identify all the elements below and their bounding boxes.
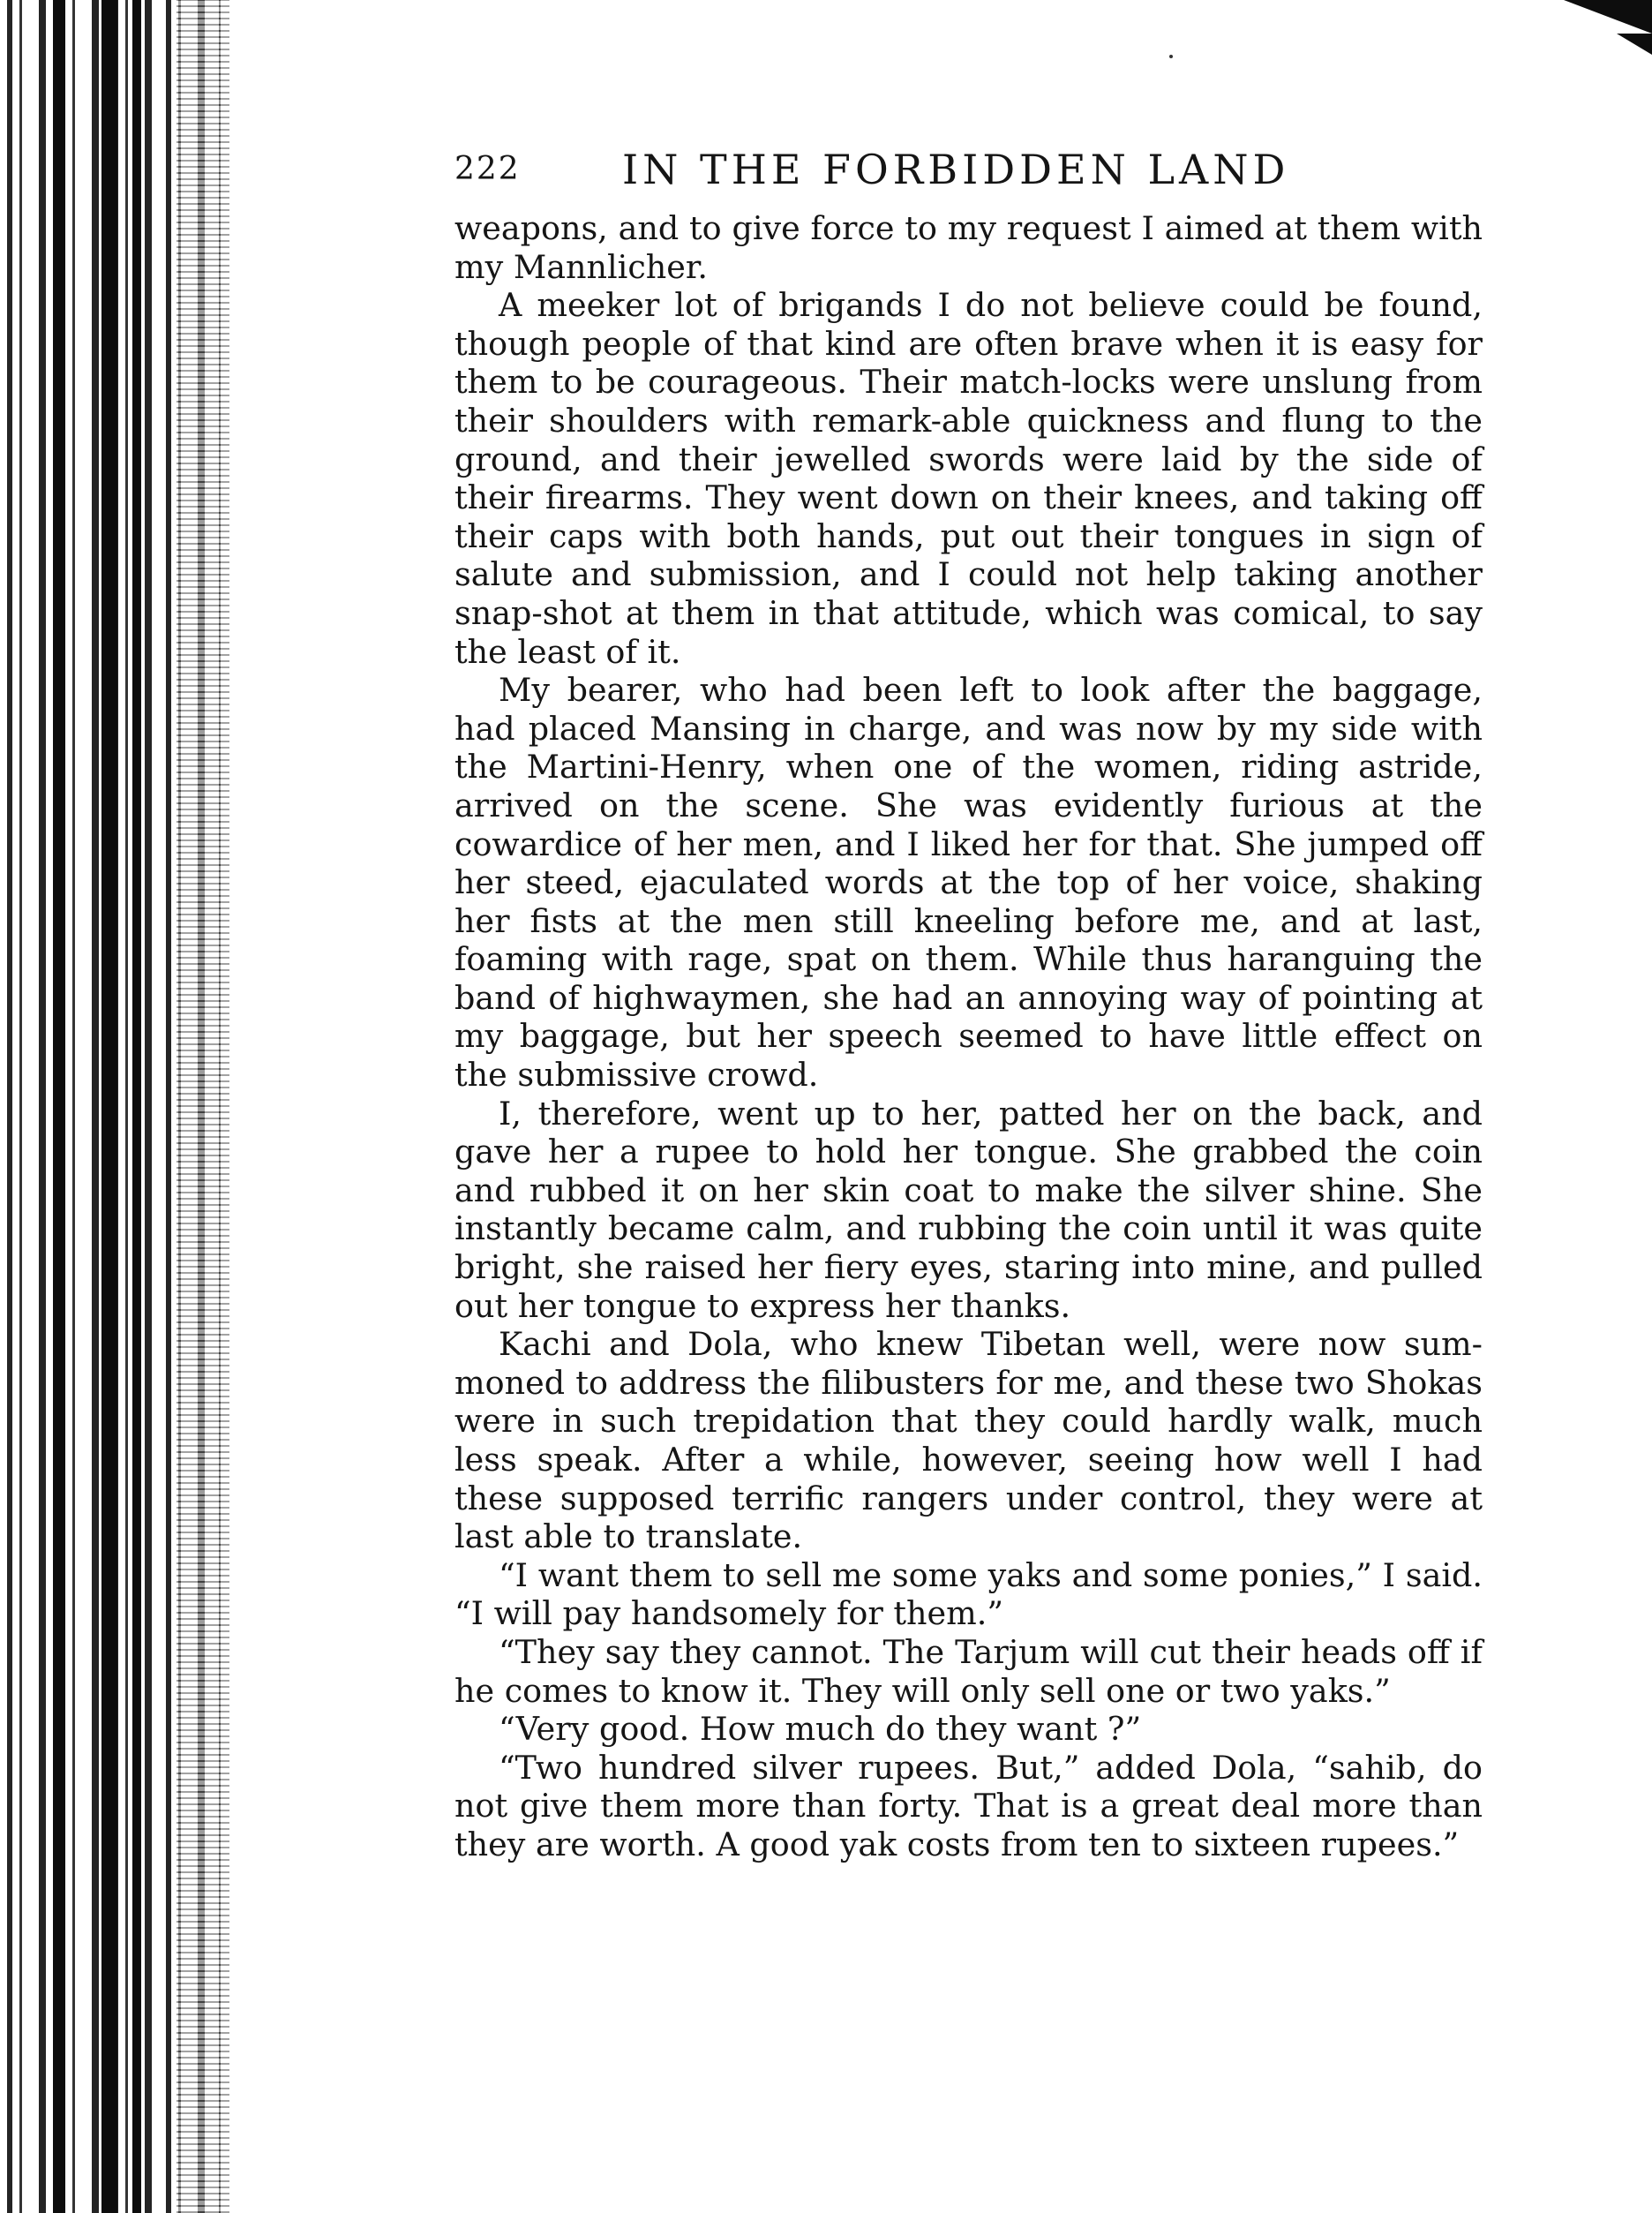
gutter-shadow-band xyxy=(101,0,117,2213)
gutter-shadow-band xyxy=(132,0,141,2213)
paragraph: I, therefore, went up to her, patted her on the back, and gave her a rupee to hold her tongue. She grabbed the coin and rubbed it on her skin coat to make the silver shine. She instantly became calm, and rubbing the coin until it was quite bright, she raised her fiery eyes, staring into mine, and pulled out her tongue to express her thanks. xyxy=(454,1094,1483,1325)
paragraph: weapons, and to give force to my request I aimed at them with my Mannlicher. xyxy=(454,209,1483,286)
corner-scan-mark xyxy=(1564,0,1652,34)
scan-speck xyxy=(1169,55,1173,58)
page-number: 222 xyxy=(454,151,521,187)
paragraph: Kachi and Dola, who knew Tibetan well, were now sum-moned to address the filibusters for me, and these two Shokas were in such trepidation that they could hardly walk, much less speak. After a while, however, seeing how well I had these supposed terrific rangers under control, they were at last able to translate. xyxy=(454,1325,1483,1556)
paragraph: “They say they cannot. The Tarjum will cut their heads off if he comes to know it. They will only sell one or two yaks.” xyxy=(454,1632,1483,1710)
paragraph: “Very good. How much do they want ?” xyxy=(499,1710,1142,1749)
running-title: IN THE FORBIDDEN LAND xyxy=(622,146,1290,193)
page-header xyxy=(454,146,1487,199)
paragraph: A meeker lot of brigands I do not believe could be found, though people of that kind are often brave when it is easy for them to be courageous. Their match-locks were unslung from their shoulders with remark-able quickness and flung to the ground, and their jewelled swords were laid by the side of their firearms. They went down on their knees, and taking off their caps with both hands, put out their tongues in sign of salute and submission, and I could not help taking another snap-shot at them in that attitude, which was comical, to say the least of it. xyxy=(454,286,1483,671)
gutter-edge-texture xyxy=(176,0,229,2213)
body-text xyxy=(454,209,1483,1864)
paragraph: My bearer, who had been left to look after the baggage, had placed Mansing in charge, and was now by my side with the Martini-Henry, when one of the women, riding astride, arrived on the scene. She was evidently furious at the cowardice of her men, and I liked her for that. She jumped off her steed, ejaculated words at the top of her voice, shaking her fists at the men still kneeling before me, and at last, foaming with rage, spat on them. While thus haranguing the band of highwaymen, she had an annoying way of pointing at my baggage, but her speech seemed to have little effect on the submissive crowd. xyxy=(454,671,1483,1095)
gutter-shadow-band xyxy=(53,0,65,2213)
corner-scan-mark-tail xyxy=(1617,34,1652,55)
paragraph: “I want them to sell me some yaks and some ponies,” I said. “I will pay handsomely for them.” xyxy=(454,1555,1483,1633)
paragraph: “Two hundred silver rupees. But,” added Dola, “sahib, do not give them more than forty. That is a great deal more than they are worth. A good yak costs from ten to sixteen rupees.” xyxy=(454,1748,1483,1863)
